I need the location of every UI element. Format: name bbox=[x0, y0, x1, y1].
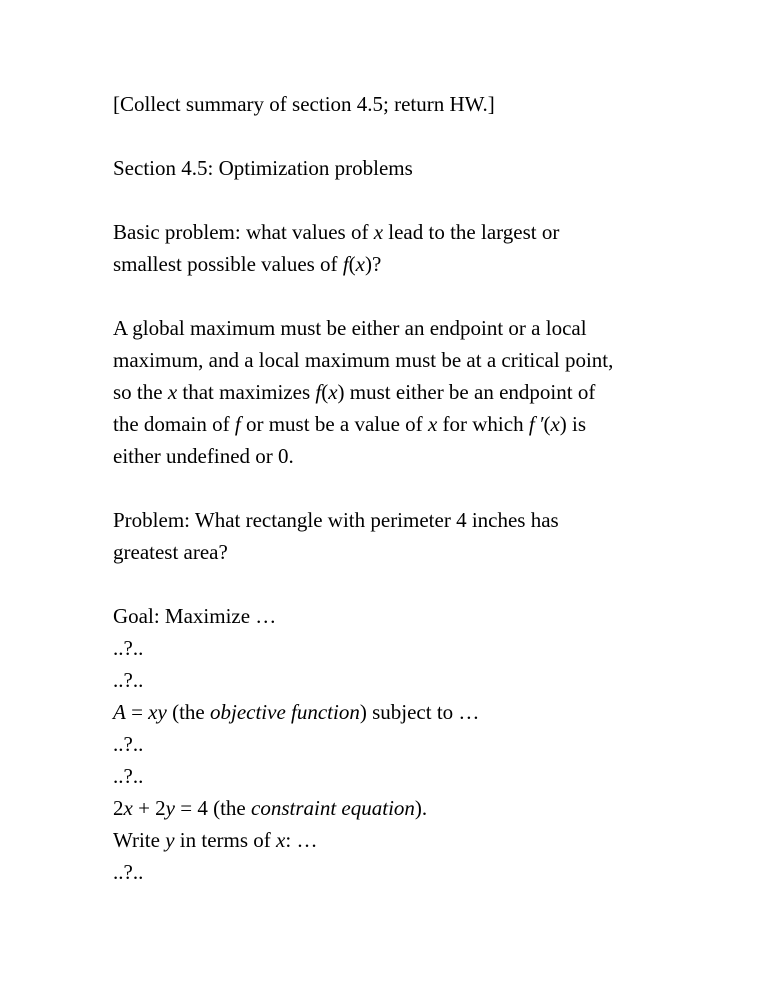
math-var-x: x bbox=[373, 220, 384, 244]
text-run: ). bbox=[414, 796, 428, 820]
math-var-x: x bbox=[276, 828, 286, 852]
text-run: the domain of bbox=[113, 412, 235, 436]
problem-line-1: Problem: What rectangle with perimeter 4 inches has bbox=[113, 508, 559, 532]
text-run: 2 bbox=[113, 796, 124, 820]
term-objective-function: objective function bbox=[209, 700, 360, 724]
goal-blank-3: ..?.. bbox=[113, 732, 144, 756]
goal-line-1: Goal: Maximize … bbox=[113, 604, 277, 628]
math-var-x: x bbox=[550, 412, 560, 436]
text-run: ( bbox=[321, 380, 329, 404]
global-max-line-3 bbox=[113, 376, 713, 408]
text-run: )? bbox=[364, 252, 382, 276]
text-run: lead to the largest or bbox=[383, 220, 560, 244]
math-f-prime: f ′ bbox=[528, 412, 544, 436]
text-run: or must be a value of bbox=[240, 412, 428, 436]
text-run: = 4 (the bbox=[175, 796, 251, 820]
text-run: in terms of bbox=[174, 828, 277, 852]
objective-function-line bbox=[113, 696, 713, 728]
write-y-line bbox=[113, 824, 713, 856]
header-note bbox=[113, 88, 713, 120]
basic-problem-paragraph bbox=[113, 216, 713, 280]
text-run: ) must either be an endpoint of bbox=[337, 380, 596, 404]
problem-line-2: greatest area? bbox=[113, 540, 228, 564]
math-var-A: A bbox=[113, 700, 126, 724]
section-title-text: Section 4.5: Optimization problems bbox=[113, 156, 413, 180]
text-run: ) is bbox=[559, 412, 587, 436]
global-max-line-5: either undefined or 0. bbox=[113, 444, 294, 468]
document-page bbox=[113, 88, 713, 920]
text-run: smallest possible values of bbox=[113, 252, 343, 276]
text-run: ) subject to … bbox=[359, 700, 480, 724]
text-run: ( bbox=[348, 252, 356, 276]
math-var-x: x bbox=[123, 796, 133, 820]
text-run: so the bbox=[113, 380, 168, 404]
text-run: for which bbox=[437, 412, 529, 436]
global-max-line-4 bbox=[113, 408, 713, 440]
global-max-line-2: maximum, and a local maximum must be at a critical point, bbox=[113, 348, 614, 372]
constraint-equation-line bbox=[113, 792, 713, 824]
basic-problem-line-2 bbox=[113, 248, 713, 280]
problem-paragraph bbox=[113, 504, 713, 568]
text-run: = bbox=[125, 700, 149, 724]
text-run: + 2 bbox=[132, 796, 166, 820]
math-var-f: f bbox=[234, 412, 241, 436]
math-var-x: x bbox=[167, 380, 178, 404]
goal-blank-2: ..?.. bbox=[113, 668, 144, 692]
text-run: : … bbox=[285, 828, 318, 852]
math-var-f: f bbox=[342, 252, 349, 276]
goal-blank-5: ..?.. bbox=[113, 860, 144, 884]
section-title bbox=[113, 152, 713, 184]
math-var-x: x bbox=[427, 412, 438, 436]
text-run: Basic problem: what values of bbox=[113, 220, 374, 244]
term-constraint-equation: constraint equation bbox=[251, 796, 415, 820]
goal-blank-4: ..?.. bbox=[113, 764, 144, 788]
global-max-paragraph bbox=[113, 312, 713, 472]
text-run: that maximizes bbox=[177, 380, 316, 404]
text-run: ( bbox=[543, 412, 551, 436]
math-var-x: x bbox=[328, 380, 338, 404]
math-var-f: f bbox=[315, 380, 322, 404]
text-run: (the bbox=[166, 700, 210, 724]
math-var-y: y bbox=[165, 828, 175, 852]
basic-problem-line-1 bbox=[113, 216, 713, 248]
math-var-y: y bbox=[165, 796, 175, 820]
goal-blank-1: ..?.. bbox=[113, 636, 144, 660]
header-note-text: [Collect summary of section 4.5; return HW.] bbox=[113, 92, 495, 116]
global-max-line-1: A global maximum must be either an endpoint or a local bbox=[113, 316, 587, 340]
goal-paragraph bbox=[113, 600, 713, 888]
math-var-xy: xy bbox=[148, 700, 167, 724]
text-run: Write bbox=[113, 828, 166, 852]
math-var-x: x bbox=[355, 252, 365, 276]
